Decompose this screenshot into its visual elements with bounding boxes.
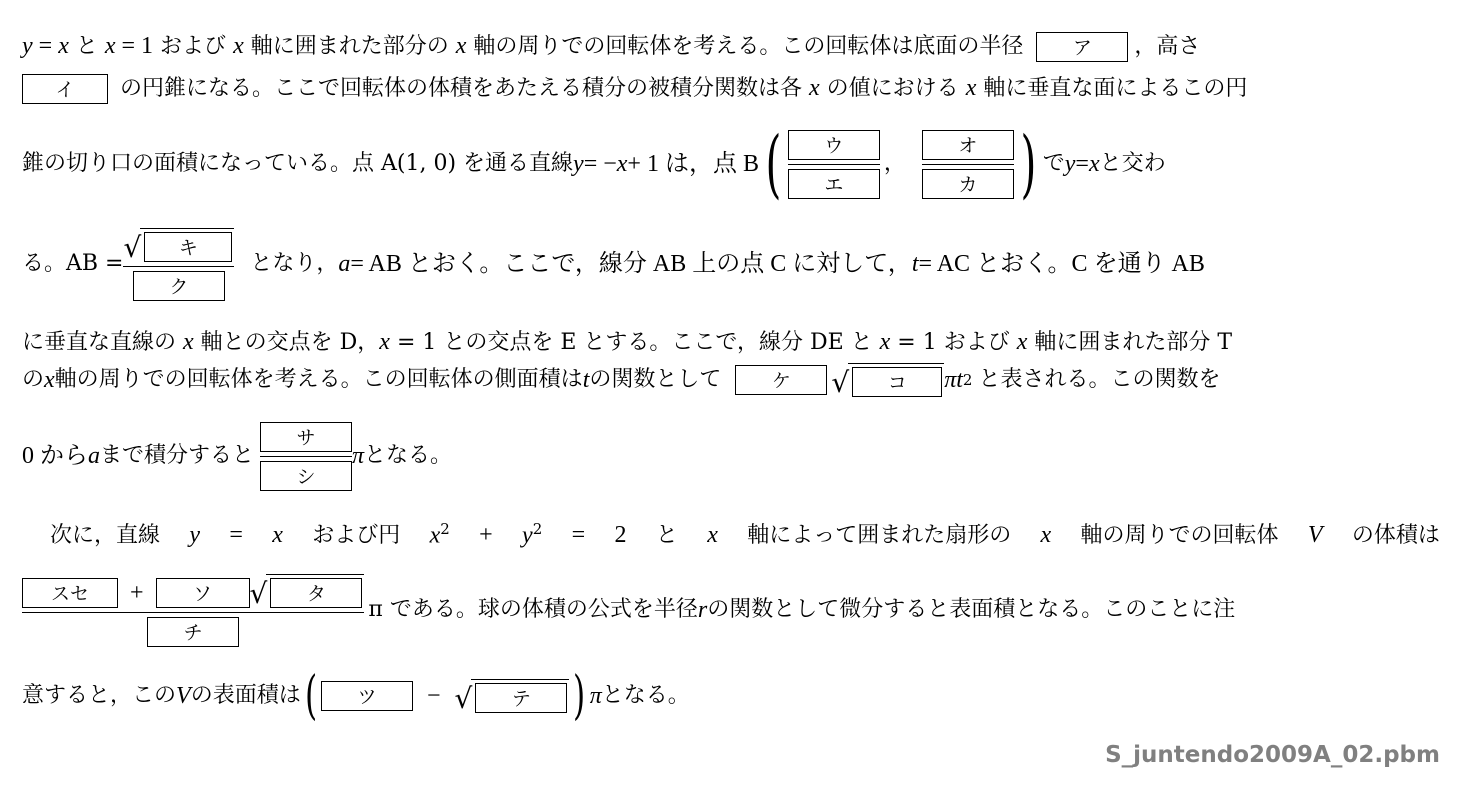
math-pi: π	[589, 683, 602, 709]
plus: +	[130, 579, 144, 606]
text: の表面積は	[190, 683, 301, 708]
text-line-8	[50, 522, 1440, 547]
left-paren: (	[765, 121, 782, 207]
text-line-9	[22, 556, 1440, 664]
math-x: x	[104, 33, 116, 59]
text: = AB とおく。ここで，線分 AB 上の点 C に対して，	[350, 251, 912, 277]
text-line-1	[22, 32, 1440, 62]
answer-box-te: テ	[475, 683, 567, 713]
math-x: x	[272, 522, 283, 549]
math-y: y	[22, 33, 33, 59]
right-paren: )	[1020, 121, 1037, 207]
fraction-sa-shi	[260, 422, 352, 491]
text: の値における	[826, 76, 959, 101]
text: 軸に囲まれた部分 T	[1027, 330, 1233, 355]
fraction-ki-ku	[123, 228, 234, 301]
left-paren: (	[304, 666, 317, 726]
text: 軸によって囲まれた扇形の	[747, 523, 1012, 549]
text: π である。球の体積の公式を半径	[368, 597, 698, 622]
radicand	[266, 574, 364, 608]
text: に垂直な直線の	[22, 330, 183, 355]
text: 意すると，この	[22, 683, 177, 708]
answer-box-sa: サ	[260, 422, 352, 452]
fraction-bar	[123, 266, 234, 267]
math-x: x	[809, 75, 820, 101]
answer-box-chi: チ	[147, 617, 239, 647]
fraction-bar	[922, 164, 1014, 165]
text: =	[32, 33, 59, 59]
text-line-10	[22, 668, 1440, 724]
source-filename: S_juntendo2009A_02.pbm	[1105, 742, 1440, 768]
text: る。AB =	[22, 251, 124, 276]
text: となる。	[364, 443, 453, 468]
math-pi: π	[352, 443, 365, 469]
sqrt-ki	[123, 228, 234, 262]
text-line-4	[22, 212, 1440, 316]
text: = 1 との交点を E とする。ここで，線分 DE と	[389, 330, 880, 355]
radical-sign: √	[123, 230, 142, 264]
text: = 1	[115, 33, 154, 59]
math-y: y	[1064, 151, 1076, 177]
text-line-6	[22, 358, 1440, 402]
sqrt-te	[455, 679, 570, 713]
text: 0 から	[22, 443, 88, 469]
answer-box-e: エ	[788, 169, 880, 199]
text: 軸の周りでの回転体	[1080, 523, 1279, 549]
math-t: t	[911, 251, 919, 277]
radical-sign: √	[249, 576, 268, 610]
math-x: x	[379, 329, 390, 355]
math-v: V	[1307, 522, 1323, 549]
math-x: x	[455, 33, 467, 59]
number: 2	[614, 522, 627, 549]
sqrt-ta	[250, 574, 365, 608]
fraction-bar	[22, 612, 364, 613]
math-x: x	[429, 522, 441, 549]
answer-box-ku: ク	[133, 271, 225, 301]
plus: +	[479, 522, 493, 549]
text: 軸に垂直な面によるこの円	[983, 76, 1248, 101]
math-x: x	[1016, 329, 1028, 355]
math-v: V	[176, 683, 191, 709]
text: と交わ	[1099, 151, 1166, 176]
math-x: x	[1040, 522, 1052, 549]
math-x: x	[44, 367, 55, 393]
math-y: y	[573, 151, 584, 177]
text: ，	[883, 151, 906, 176]
math-x: x	[616, 151, 628, 177]
answer-box-o: オ	[922, 130, 1014, 160]
answer-box-so: ソ	[156, 578, 250, 608]
fraction-o-ka	[922, 130, 1014, 199]
text: の	[22, 367, 45, 392]
text: 軸の周りでの回転体を考える。この回転体の側面積は	[54, 367, 583, 392]
answer-box-ka: カ	[922, 169, 1014, 199]
math-x: x	[879, 329, 891, 355]
answer-box-tsu: ツ	[321, 681, 413, 711]
math-t: t	[582, 367, 590, 393]
math-y-squared	[522, 522, 542, 547]
answer-box-ko: コ	[852, 367, 942, 397]
text: および	[153, 34, 234, 59]
math-y: y	[189, 522, 201, 549]
text: の関数として	[589, 367, 722, 392]
answer-box-a: ア	[1036, 32, 1128, 62]
text: の円錐になる。ここで回転体の体積をあたえる積分の被積分関数は各	[120, 76, 803, 101]
text: と	[68, 34, 105, 59]
radical-sign: √	[454, 682, 473, 715]
math-a: a	[338, 251, 351, 277]
answer-box-shi: シ	[260, 461, 352, 491]
fraction-suse-so-ta-chi	[22, 574, 364, 647]
math-t: t	[956, 367, 963, 393]
exponent-2: 2	[440, 520, 450, 538]
fraction-bar	[260, 456, 352, 457]
math-r: r	[697, 597, 708, 623]
text: まで積分すると	[100, 443, 255, 468]
text: および円	[312, 523, 401, 549]
answer-box-ta: タ	[270, 578, 362, 608]
text-line-7	[22, 408, 1440, 504]
text: = 1 および	[890, 330, 1017, 355]
text: =	[1075, 151, 1089, 177]
text-line-3	[22, 118, 1440, 210]
radicand	[140, 228, 234, 262]
text: 錐の切り口の面積になっている。点 A(1, 0) を通る直線	[22, 151, 574, 176]
text: = AC とおく。C を通り AB	[918, 251, 1205, 277]
text-line-2	[22, 74, 1440, 104]
math-x: x	[233, 33, 244, 59]
text: ，高さ	[1134, 34, 1201, 59]
fraction-bar	[788, 164, 880, 165]
answer-box-u: ウ	[788, 130, 880, 160]
math-x: x	[58, 33, 69, 59]
math-x-squared	[430, 522, 450, 547]
radical-sign: √	[831, 366, 850, 399]
text: となり，	[250, 251, 339, 276]
exponent-2: 2	[962, 370, 973, 389]
text: 軸に囲まれた部分の	[243, 34, 456, 59]
right-paren: )	[573, 666, 586, 726]
text: の体積は	[1351, 523, 1440, 549]
equals: =	[229, 522, 243, 549]
math-x: x	[183, 329, 194, 355]
answer-box-suse: スセ	[22, 578, 118, 608]
text: となる。	[601, 683, 690, 708]
radicand	[471, 679, 569, 713]
minus: −	[427, 683, 441, 709]
numerator	[22, 574, 364, 608]
answer-box-i: イ	[22, 74, 108, 104]
equals: =	[571, 522, 586, 549]
text-line-5	[22, 330, 1440, 354]
text: と	[655, 523, 678, 549]
math-a: a	[88, 443, 100, 469]
text: の関数として微分すると表面積となる。このことに注	[707, 597, 1236, 622]
math-pi: π	[944, 367, 957, 393]
text: 次に，直線	[50, 523, 161, 549]
text: 軸との交点を D，	[193, 330, 380, 355]
fraction-u-e	[788, 130, 880, 199]
math-x: x	[965, 75, 977, 101]
math-y: y	[522, 522, 533, 549]
math-x: x	[707, 522, 718, 549]
exponent-2: 2	[532, 520, 543, 538]
text: = −	[583, 151, 617, 177]
answer-box-ki: キ	[144, 232, 232, 262]
radicand	[848, 363, 944, 397]
text: で	[1042, 151, 1065, 176]
sqrt-ko	[831, 363, 944, 397]
text: + 1 は，点 B	[627, 151, 759, 177]
math-x: x	[1088, 151, 1100, 177]
text: 軸の周りでの回転体を考える。この回転体は底面の半径	[466, 34, 1024, 59]
answer-box-ke: ケ	[735, 365, 827, 395]
text: と表される。この関数を	[978, 367, 1221, 392]
